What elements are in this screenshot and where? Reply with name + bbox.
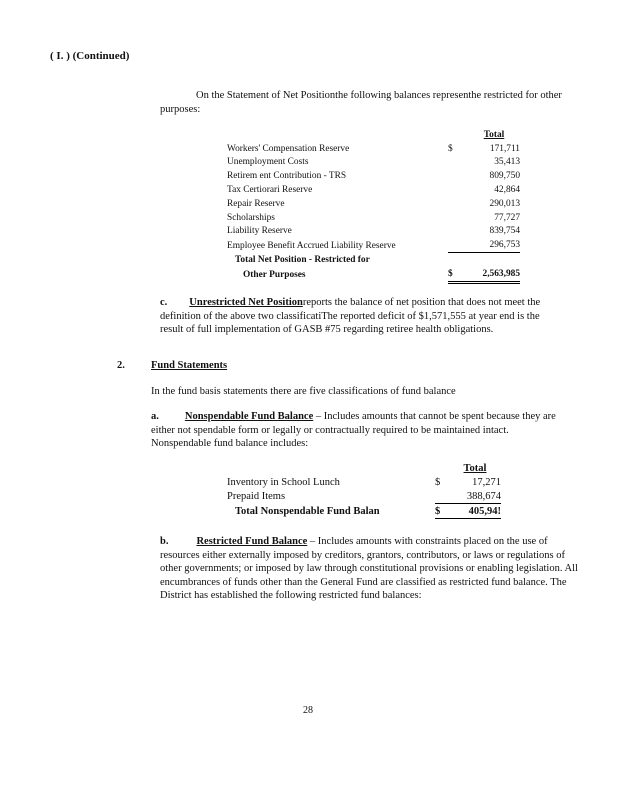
section-b-title: Restricted Fund Balance <box>196 536 308 547</box>
row-currency <box>435 490 449 504</box>
table-row <box>227 490 501 504</box>
section-c-title: Unrestricted Net Position <box>189 297 303 308</box>
total-label-line1: Total Net Position - Restricted for <box>235 254 370 265</box>
row-currency <box>448 156 468 170</box>
row-currency <box>448 169 468 183</box>
row-value: 809,750 <box>489 171 520 182</box>
row-currency <box>448 183 468 197</box>
row-currency <box>448 238 468 252</box>
row-label: Workers' Compensation Reserve <box>227 143 350 154</box>
table-row <box>227 156 520 170</box>
section-c-text1: reports the balance of net position that does not meet the definition of the above two classificati <box>160 297 541 322</box>
section-2-intro: In the fund basis statements there are five classifications of fund balance <box>151 386 456 397</box>
row-currency <box>448 197 468 211</box>
row-label: Liability Reserve <box>227 226 292 237</box>
row-value: 42,864 <box>494 185 520 196</box>
nonspendable-table <box>227 462 501 519</box>
section-c-text2: The reported deficit of $ <box>321 310 424 322</box>
row-label: Employee Benefit Accrued Liability Reserve <box>227 240 396 251</box>
row-value: 17,271 <box>472 477 501 489</box>
total-currency: $ <box>448 267 468 282</box>
section-c-marker: c. <box>160 297 168 308</box>
section-a-text: – Includes amounts that cannot be spent because they are either not spendable form or legally or contractually required to be maintained intact. Nonspendable fund balance includes: <box>151 411 556 450</box>
row-label: Scholarships <box>227 212 275 223</box>
table-row <box>227 183 520 197</box>
table-row <box>227 476 501 490</box>
row-currency <box>448 225 468 239</box>
table-row <box>227 238 520 252</box>
intro-paragraph: On the Statement of Net Positionthe following balances representhe restricted for other purposes: <box>160 90 562 115</box>
row-label: Inventory in School Lunch <box>227 477 340 489</box>
section-2-number: 2. <box>117 360 125 371</box>
section-a-paragraph <box>151 410 561 451</box>
nonspendable-total-currency: $ <box>435 504 449 519</box>
nonspendable-total-header: Total <box>463 463 487 475</box>
row-label: Retirem ent Contribution - TRS <box>227 171 347 182</box>
row-value: 296,753 <box>489 240 520 251</box>
row-label: Repair Reserve <box>227 198 285 209</box>
row-label: Prepaid Items <box>227 491 286 503</box>
page-number: 28 <box>303 705 313 716</box>
row-value: 77,727 <box>494 212 520 223</box>
table-row <box>227 197 520 211</box>
row-currency <box>448 211 468 225</box>
nonspendable-total-label: Total Nonspendable Fund Balan <box>235 505 380 517</box>
restricted-net-position-table <box>227 128 520 284</box>
row-value: 839,754 <box>489 226 520 237</box>
section-b-marker: b. <box>160 536 169 547</box>
section-b-paragraph <box>160 535 580 603</box>
total-value: 2,563,985 <box>468 267 520 282</box>
row-currency: $ <box>435 477 441 489</box>
row-value: 171,711 <box>489 143 520 154</box>
row-value: 388,674 <box>466 490 501 502</box>
section-heading: ( I. ) (Continued) <box>50 50 130 62</box>
row-currency: $ <box>448 143 453 154</box>
section-c-paragraph <box>160 296 560 337</box>
total-column-header: Total <box>483 129 505 140</box>
table-row <box>227 211 520 225</box>
total-label-line2: Other Purposes <box>243 269 306 280</box>
nonspendable-total-value: 405,94! <box>449 504 501 519</box>
table-row <box>227 225 520 239</box>
section-a-title: Nonspendable Fund Balance <box>184 411 314 422</box>
row-label: Tax Certiorari Reserve <box>227 185 313 196</box>
row-label: Unemployment Costs <box>227 157 309 168</box>
section-b-text: – Includes amounts with constraints placed on the use of resources either externally imposed by creditors, grantors, contributors, or laws or regulations of other governments; or imposed by law through constitutional provisions or enabling legislation. All encumbrances of funds other than the General Fund are classified as restricted fund balance. The District has established the following restricted fund balances: <box>160 536 578 602</box>
row-value: 290,013 <box>489 198 520 209</box>
section-c-text3: at year end is the result of full implementation of GASB #75 regarding retiree health obligations. <box>160 310 540 336</box>
table-row <box>227 142 520 156</box>
table-row <box>227 169 520 183</box>
deficit-amount: 1,571,555 <box>423 310 466 322</box>
section-a-marker: a. <box>151 411 159 422</box>
section-2-title: Fund Statements <box>151 360 228 371</box>
row-value: 35,413 <box>494 157 520 168</box>
